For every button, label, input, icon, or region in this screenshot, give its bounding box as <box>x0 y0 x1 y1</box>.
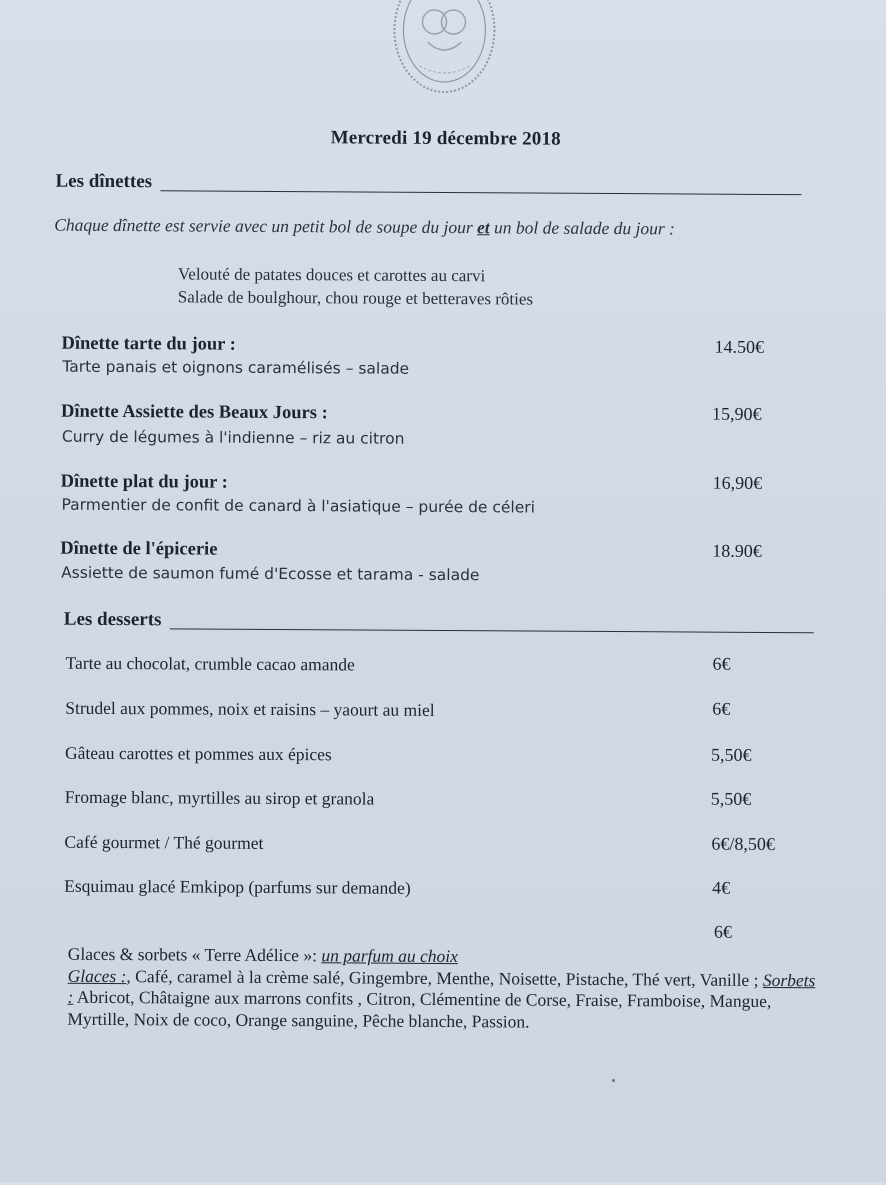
dinette-title: Dînette plat du jour : <box>60 471 228 493</box>
dinette-description: Curry de légumes à l'indienne – riz au citron <box>61 427 405 448</box>
section-heading-label: Les desserts <box>63 608 162 631</box>
dessert-name: Esquimau glacé Emkipop (parfums sur demande) <box>64 875 411 898</box>
ice-cream-price: 6€ <box>713 921 732 942</box>
section-heading-dinettes <box>55 171 801 198</box>
dinette-price: 18.90€ <box>712 540 762 561</box>
dinette-title: Dînette de l'épicerie <box>60 538 218 560</box>
dinette-description: Tarte panais et oignons caramélisés – salade <box>62 357 410 378</box>
dinette-title: Dînette Assiette des Beaux Jours : <box>61 401 328 424</box>
dinette-price: 15,90€ <box>712 403 762 424</box>
dessert-price: 5,50€ <box>710 744 752 765</box>
heading-rule <box>160 190 801 195</box>
dessert-name: Gâteau carottes et pommes aux épices <box>64 742 332 765</box>
dessert-price: 4€ <box>712 877 731 898</box>
intro-text: Chaque dînette est servie avec un petit bol de soupe du jour <box>54 214 478 238</box>
intro-text: un bol de salade du jour : <box>489 217 675 239</box>
sorbets-list: Abricot, Châtaigne aux marrons confits , Citron, Clémentine de Corse, Fraise, Framboise, Mangue, Myrtille, Noix de coco, Orange sanguine, Pêche blanche, Passion. <box>67 986 772 1032</box>
dessert-price: 6€ <box>712 698 731 719</box>
dessert-price: 5,50€ <box>710 788 752 809</box>
dessert-name: Tarte au chocolat, crumble cacao amande <box>65 652 355 675</box>
paper-speck <box>612 1079 615 1082</box>
dinette-description: Parmentier de confit de canard à l'asiatique – purée de céleri <box>61 495 536 517</box>
salad-of-the-day: Salade de boulghour, chou rouge et betteraves rôties <box>177 287 534 309</box>
ice-cream-flavours <box>67 944 816 1035</box>
dinette-title: Dînette tarte du jour : <box>61 333 236 355</box>
soup-of-the-day: Velouté de patates douces et carottes au carvi <box>177 264 486 286</box>
sorbets-label: Sorbets : <box>67 969 816 1007</box>
menu-date: Mercredi 19 décembre 2018 <box>330 127 561 150</box>
dessert-name: Fromage blanc, myrtilles au sirop et granola <box>64 786 375 809</box>
section-heading-desserts <box>64 609 814 636</box>
dessert-name: Strudel aux pommes, noix et raisins – yaourt au miel <box>65 697 435 720</box>
dessert-price: 6€ <box>712 653 731 674</box>
intro-emphasis: et <box>476 217 490 238</box>
dinette-price: 16,90€ <box>712 472 763 493</box>
dinette-description: Assiette de saumon fumé d'Ecosse et tarama - salade <box>61 563 480 585</box>
ice-cream-lead: Glaces & sorbets « Terre Adélice »: <box>67 943 322 966</box>
restaurant-emblem-icon <box>389 0 500 98</box>
dessert-price: 6€/8,50€ <box>711 833 776 855</box>
section-heading-label: Les dînettes <box>55 170 153 193</box>
dinette-price: 14.50€ <box>714 336 765 357</box>
dessert-name: Café gourmet / Thé gourmet <box>64 831 264 853</box>
glaces-label: Glaces : <box>67 965 127 986</box>
dinette-intro <box>54 214 814 241</box>
heading-rule <box>169 628 813 633</box>
glaces-list: , Café, caramel à la crème salé, Gingembre, Menthe, Noisette, Pistache, Thé vert, Vanille ; <box>126 965 763 990</box>
ice-cream-choice: un parfum au choix <box>321 945 459 967</box>
